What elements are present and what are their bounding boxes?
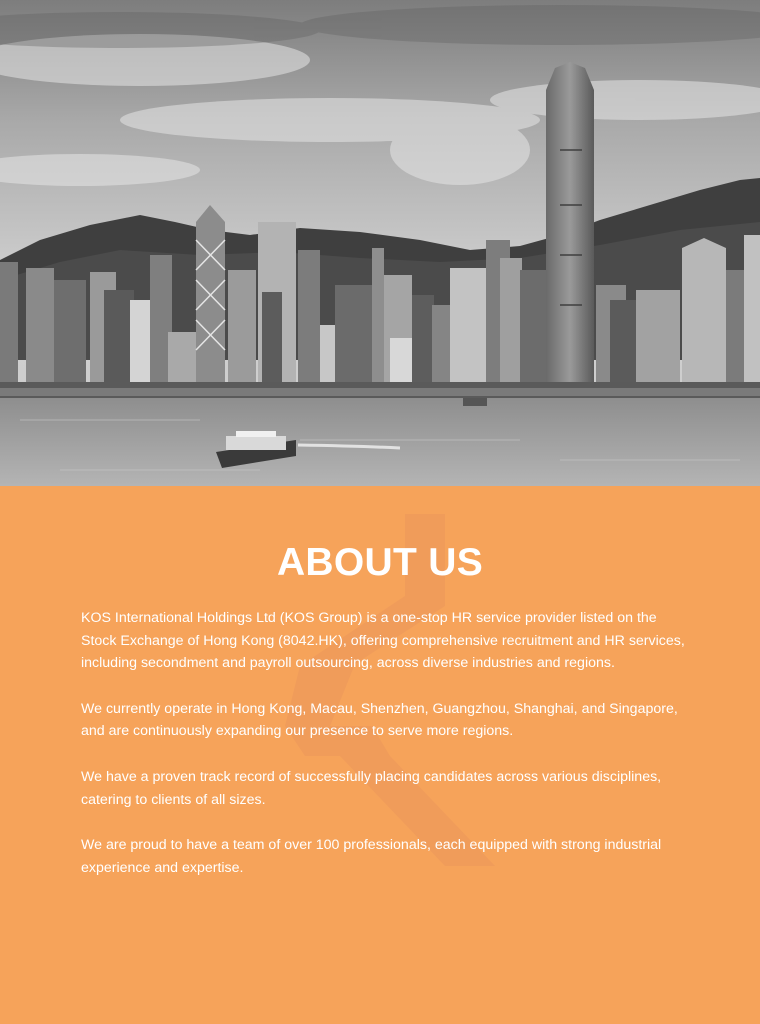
about-paragraph: We have a proven track record of successfully placing candidates across various disciplines, catering to clients of all sizes. <box>81 768 662 808</box>
about-body <box>81 607 691 902</box>
about-paragraph: KOS International Holdings Ltd (KOS Group) is a one-stop HR service provider listed on the Stock Exchange of Hong Kong (8042.HK), offering comprehensive recruitment and HR services, including secondment and payroll outsourcing, across diverse industries and regions. <box>81 610 685 672</box>
hero-skyline-photo <box>0 0 760 486</box>
skyline-illustration <box>0 0 760 486</box>
about-paragraph: We currently operate in Hong Kong, Macau, Shenzhen, Guangzhou, Shanghai, and Singapore, and are continuously expanding our presence to serve more regions. <box>81 700 678 740</box>
about-section <box>0 486 760 1024</box>
about-paragraph: We are proud to have a team of over 100 professionals, each equipped with strong industrial experience and expertise. <box>81 837 662 876</box>
about-title: ABOUT US <box>276 541 484 584</box>
